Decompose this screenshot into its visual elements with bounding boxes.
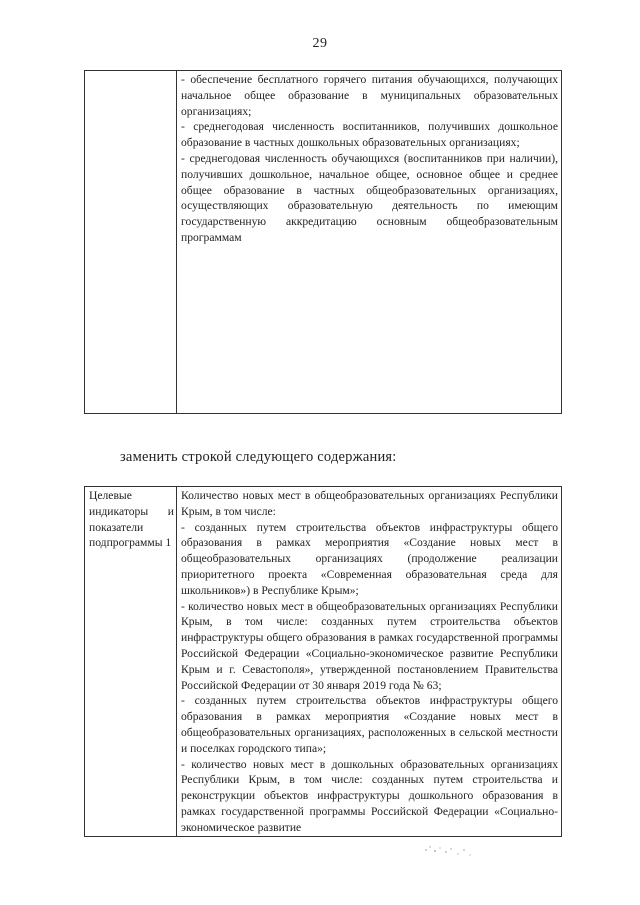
table-after-left-cell: [85, 487, 177, 837]
list-item: - обеспечение бесплатного горячего питания обучающихся, получающих начальное общее образование в муниципальных образовательных организациях;: [181, 73, 558, 118]
table-after-right-cell: [177, 487, 562, 837]
table-before-right-cell: [177, 71, 562, 414]
table-after: [84, 486, 562, 837]
list-item: - количество новых мест в дошкольных образовательных организациях Республики Крым, в том числе: созданных путем строительства и реконструкции объектов инфраструктуры дошкольного образования в рамках государственной программы Российской Федерации «Социально-экономическое развитие: [181, 757, 558, 834]
list-item: - созданных путем строительства объектов инфраструктуры общего образования в рамках мероприятия «Создание новых мест в общеобразовательных организациях, расположенных в сельской местности и поселках городского типа»;: [181, 694, 558, 755]
indicators-label: Целевые индикаторы и показатели подпрограммы 1: [89, 489, 174, 550]
page-number: 29: [312, 36, 328, 51]
scan-artifact-marks: [420, 842, 480, 862]
replace-instruction: заменить строкой следующего содержания:: [120, 449, 397, 465]
list-item: Количество новых мест в общеобразовательных организациях Республики Крым, в том числе:: [181, 489, 558, 518]
list-item: - среднегодовая численность воспитанников, получивших дошкольное образование в частных дошкольных образовательных организациях;: [181, 120, 558, 150]
table-before: [84, 70, 562, 414]
list-item: - созданных путем строительства объектов инфраструктуры общего образования в рамках мероприятия «Создание новых мест в общеобразовательных организациях (продолжение реализации приоритетного проекта «Современная образовательная среда для школьников») в Республике Крым»;: [181, 520, 558, 597]
table-before-left-cell: [85, 71, 177, 414]
list-item: - среднегодовая численность обучающихся (воспитанников при наличии), получивших дошкольное, начальное общее, основное общее и среднее общее образование в частных общеобразовательных организациях, осуществляющих образовательную деятельность по имеющим государственную аккредитацию основным общеобразовательным программам: [181, 151, 558, 244]
list-item: - количество новых мест в общеобразовательных организациях Республики Крым, в том числе: созданных путем строительства объектов инфраструктуры общего образования в рамках государственной программы Российской Федерации «Социально-экономическое развитие Республики Крым и г. Севастополя», утвержденной постановлением Правительства Российской Федерации от 30 января 2019 года № 63;: [181, 599, 558, 692]
